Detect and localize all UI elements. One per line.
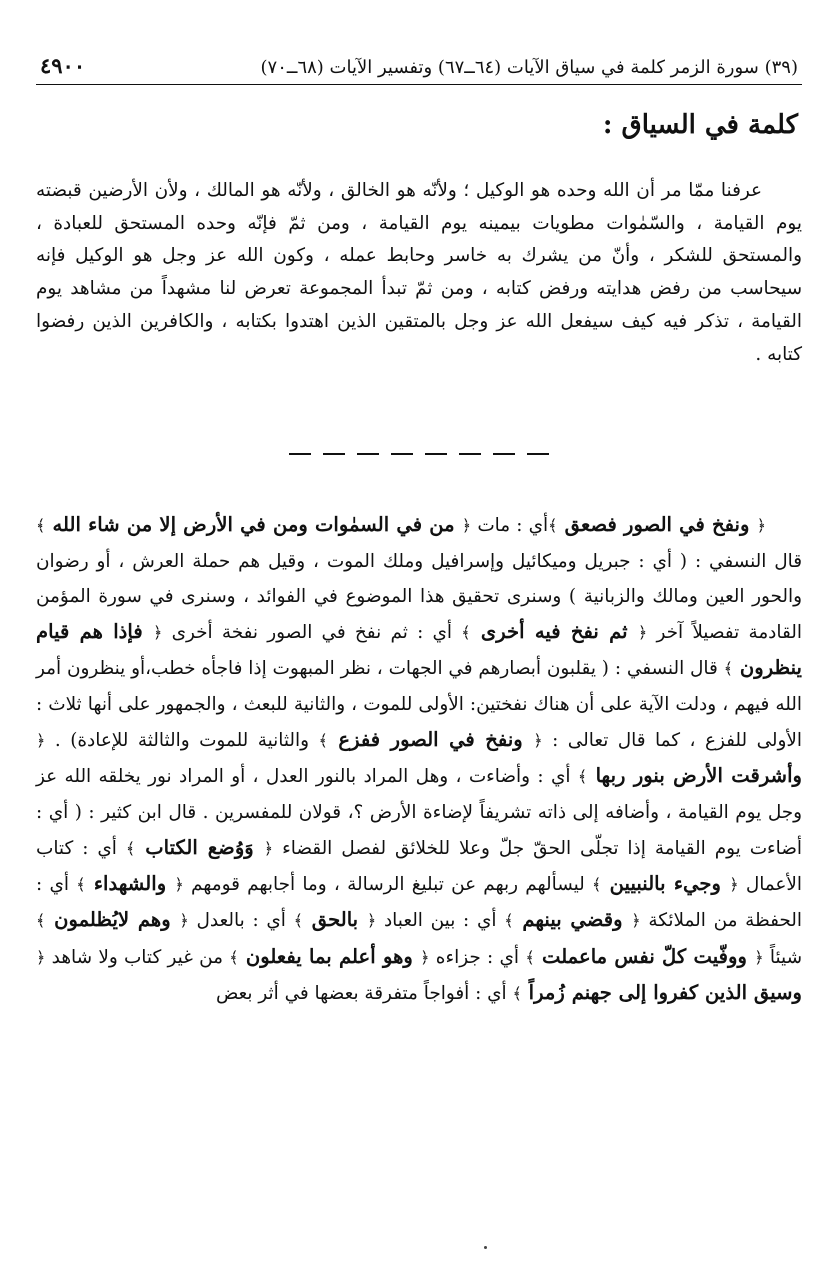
quran-bracket: ﴿: [756, 516, 766, 536]
page-number: ٤٩٠٠: [40, 53, 86, 78]
commentary-text: أي : أفواجاً متفرقة بعضها في أثر بعض: [215, 983, 513, 1005]
quran-bracket: ﴿: [152, 623, 163, 643]
section-heading: كلمة في السياق :: [602, 110, 798, 140]
commentary-text: أي : جزاءه: [429, 946, 526, 968]
quran-verse-text: ونفخ في الصور فصعق: [557, 513, 757, 537]
running-title: (٣٩) سورة الزمر كلمة في سياق الآيات (٦٤ــ٦٧) وتفسير الآيات (٦٨ــ٧٠): [260, 57, 798, 78]
quran-bracket: ﴿: [729, 875, 739, 895]
divider-dash: [493, 453, 515, 455]
quran-bracket: ﴿: [631, 911, 641, 931]
quran-verse-text: وسيق الذين كفروا إلى جهنم زُمراً: [521, 981, 802, 1005]
commentary-text: قال النسفي : ( أي : جبريل وميكائيل وإسرافيل وملك الموت ، وقيل هم حملة العرش ، أو رضوان والحور العين ومالك والزبانية ) وسنرى تحقيق هذا الموضوع في الفوائد ، وسنرى في سورة المؤمن القادمة تفصيلاً آخر: [36, 550, 802, 644]
quran-bracket: ﴾: [76, 875, 86, 895]
commentary-text: والثانية للموت والثالثة للإعادة) .: [45, 730, 319, 751]
quran-verse-text: وهم لايُظلمون: [45, 908, 180, 932]
quran-verse-text: وقضي بينهم: [513, 908, 632, 932]
quran-verse-text: بالحق: [303, 908, 367, 932]
quran-bracket: ﴾: [525, 947, 535, 967]
quran-bracket: ﴿: [754, 947, 764, 967]
commentary-text: أي : الحفظة من الملائكة: [36, 874, 803, 932]
quran-bracket: ﴾: [125, 838, 136, 858]
quran-verse-text: وَوُضع الكتاب: [135, 835, 264, 859]
quran-bracket: ﴿: [366, 911, 377, 931]
quran-bracket: ﴾: [512, 984, 522, 1004]
quran-bracket: ﴿: [420, 947, 430, 967]
commentary-text: أي : ثم نفخ في الصور نفخة أخرى: [162, 622, 462, 644]
quran-bracket: ﴿: [461, 516, 472, 536]
quran-bracket: ﴿: [179, 911, 189, 931]
commentary-text: أي : بالعدل: [188, 910, 294, 932]
quran-bracket: ﴾: [293, 911, 304, 931]
commentary-text: أي : بين العباد: [376, 910, 505, 932]
quran-bracket: ﴿: [533, 731, 543, 750]
quran-bracket: ﴾: [504, 911, 514, 931]
commentary-text: أي : كتاب الأعمال: [36, 837, 803, 896]
quran-verse-text: ووفّيت كلّ نفس ماعملت: [534, 944, 755, 968]
quran-bracket: ﴾: [36, 516, 46, 536]
document-page: [36, 52, 802, 1030]
divider-dash: [323, 453, 345, 455]
running-header: [36, 52, 802, 85]
quran-bracket: ﴾: [229, 947, 239, 967]
commentary-text: ليسألهم ربهم عن تبليغ الرسالة ، وما أجابهم قومهم: [183, 874, 593, 896]
quran-verse-text: ونفخ في الصور ففزع: [327, 728, 534, 751]
divider-dash: [357, 453, 379, 455]
quran-verse-text: وأشرقت الأرض بنور ربها: [587, 764, 802, 788]
tafsir-paragraph: [36, 507, 802, 1011]
quran-verse-text: والشهداء: [85, 872, 175, 896]
quran-bracket: ﴾: [461, 623, 471, 643]
quran-verse-text: فإذا هم قيام ينظرون: [36, 620, 802, 680]
quran-verse-text: وهو أعلم بما يفعلون: [238, 944, 421, 968]
page-mark: [484, 1246, 487, 1249]
intro-paragraph: عرفنا ممّا مر أن الله وحده هو الوكيل ؛ ولأنّه هو الخالق ، ولأنّه هو المالك ، ولأن الأرضين قبضته يوم القيامة ، والسّمٰوات مطويات بيمينه يوم القيامة ، ومن ثمّ فإنّه وحده المستحق للعبادة ، والمستحق للشكر ، وأنّ من يشرك به خاسر وحابط عمله ، وكون الله عز وجل هو الوكيل فإنه سيحاسب من رفض هدايته ورفض كتابه ، ومن ثمّ تبدأ المجموعة تعرض لنا مشهداً من مشاهد يوم القيامة ، تذكر فيه كيف سيفعل الله عز وجل بالمتقين الذين اهتدوا بكتابه ، والكافرين الذين رفضوا كتابه .: [36, 180, 802, 365]
quran-verse-text: من في السمٰوات ومن في الأرض إلا من شاء الله: [45, 513, 462, 537]
quran-bracket: ﴾: [548, 516, 558, 536]
quran-verse-text: وجيء بالنبيين: [601, 872, 730, 896]
commentary-text: أي : وأضاءت ، وهل المراد بالنور العدل ، أو المراد نور يخلقه الله عز وجل يوم القيامة ، وأضافه إلى ذاته تشريفاً لإضاءة الأرض ؟، قولان للمفسرين . قال ابن كثير : ( أي : أضاءت يوم القيامة إذا تجلّى الحقّ جلّ وعلا للخلائق لفصل القضاء: [36, 766, 802, 859]
commentary-text: أي : مات: [471, 515, 549, 537]
divider-dash: [391, 453, 413, 455]
quran-bracket: ﴿: [36, 731, 46, 750]
quran-bracket: ﴿: [637, 623, 648, 643]
quran-bracket: ﴾: [592, 875, 602, 895]
quran-bracket: ﴾: [577, 767, 588, 787]
quran-bracket: ﴿: [36, 947, 46, 967]
divider-dash: [459, 453, 481, 455]
section-divider: [36, 453, 802, 455]
divider-dash: [289, 453, 311, 455]
commentary-text: من غير كتاب ولا شاهد: [45, 946, 230, 968]
quran-bracket: ﴿: [263, 838, 274, 858]
quran-bracket: ﴾: [723, 659, 734, 679]
divider-dash: [527, 453, 549, 455]
quran-verse-text: ثم نفخ فيه أخرى: [470, 620, 638, 644]
commentary-text: قال النسفي : ( يقلبون أبصارهم في الجهات ، نظر المبهوت إذا فاجأه خطب،أو ينظرون أمر الله فيهم ، ودلت الآية على أن هناك نفختين: الأولى للموت ، والثانية للبعث ، والجمهور على أنها ثلاث : الأولى للفزع ، كما قال تعالى :: [36, 658, 802, 751]
quran-bracket: ﴾: [318, 731, 328, 750]
commentary-text: شيئاً: [763, 946, 802, 968]
quran-bracket: ﴾: [36, 911, 46, 931]
quran-bracket: ﴿: [174, 875, 184, 895]
divider-dash: [425, 453, 447, 455]
